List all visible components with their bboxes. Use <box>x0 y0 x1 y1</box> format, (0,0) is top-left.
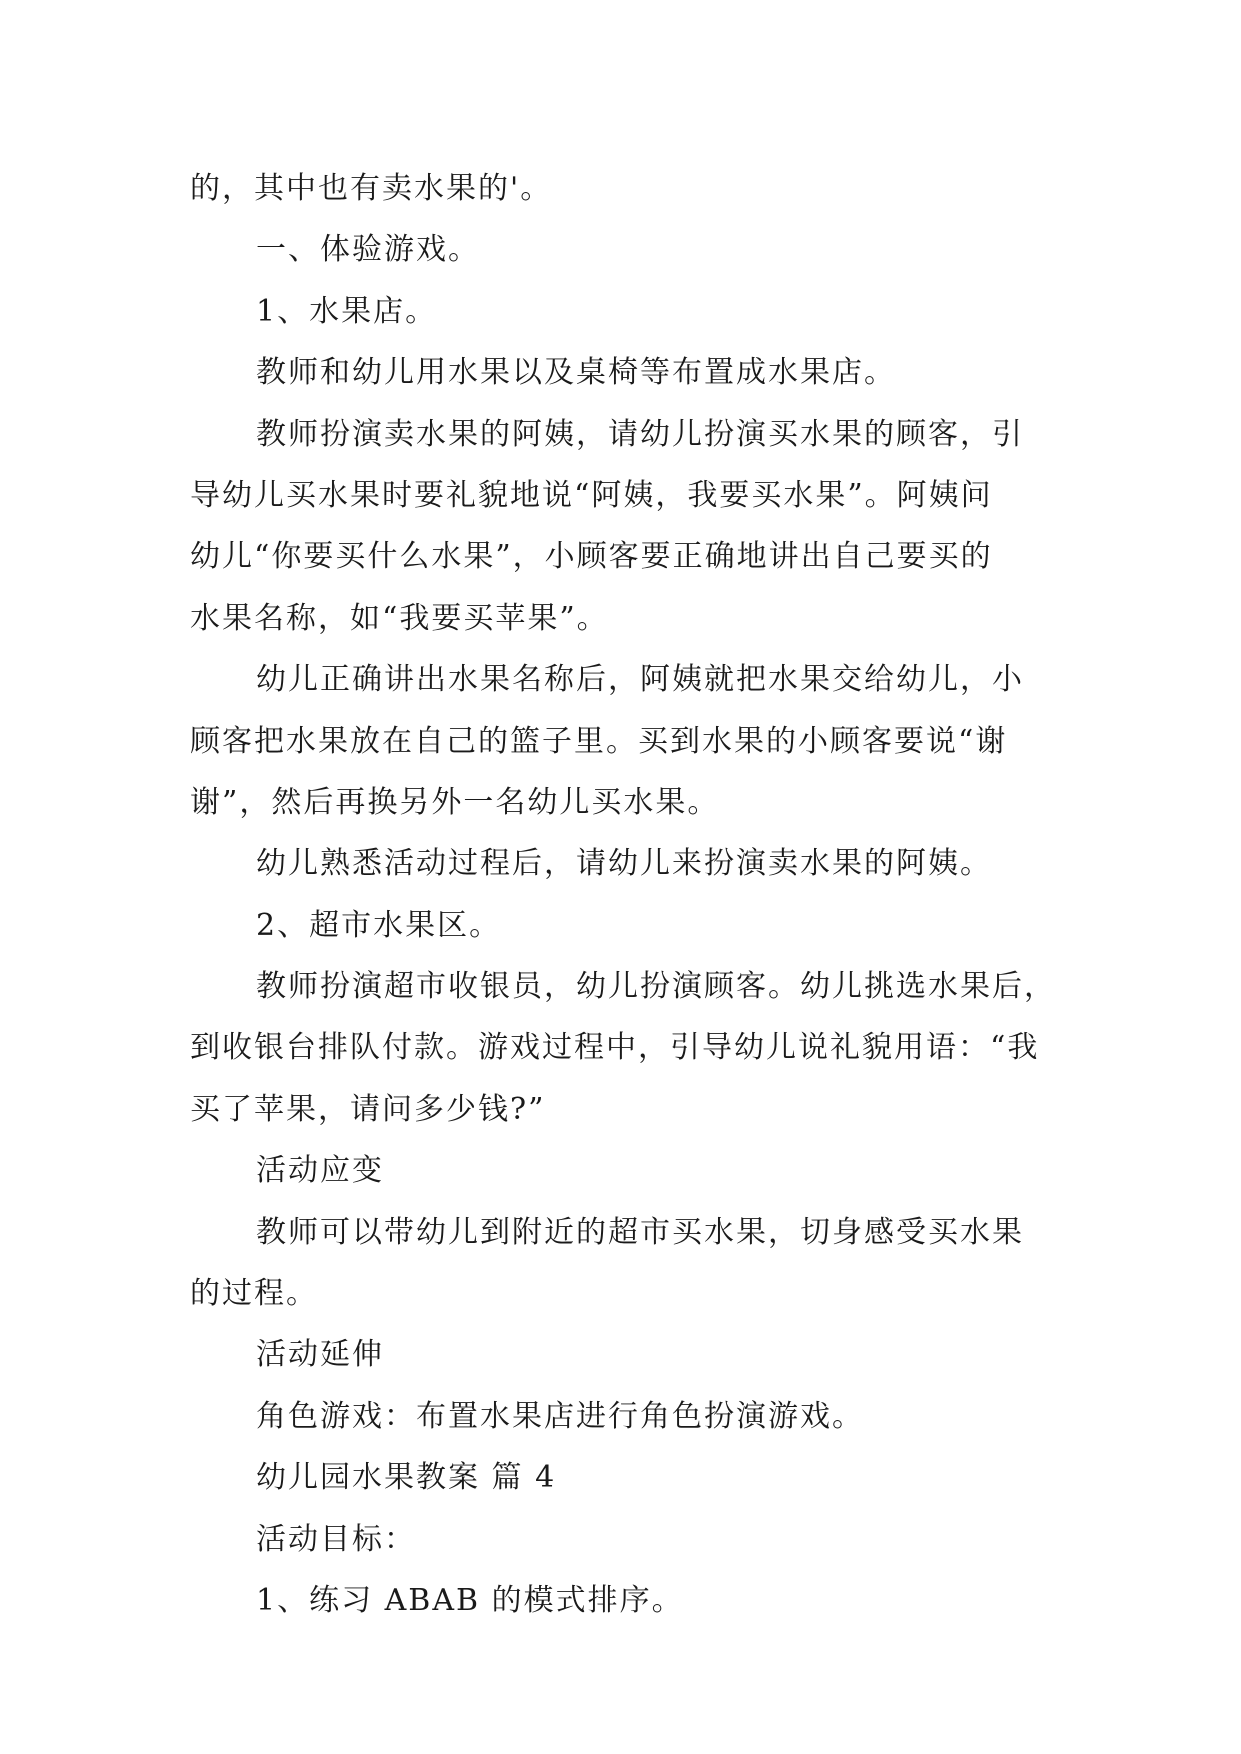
text-line: 的过程。 <box>190 1276 318 1312</box>
text-line: 幼儿正确讲出水果名称后，阿姨就把水果交给幼儿，小 <box>256 662 1024 698</box>
text-line: 的，其中也有卖水果的'。 <box>190 171 553 206</box>
text-line: 1、练习 ABAB 的模式排序。 <box>256 1582 684 1618</box>
text-line: 1、水果店。 <box>256 293 438 329</box>
text-line: 到收银台排队付款。游戏过程中，引导幼儿说礼貌用语：“我 <box>190 1030 1040 1066</box>
text-line: 一、体验游戏。 <box>256 232 480 268</box>
text-line: 教师扮演超市收银员，幼儿扮演顾客。幼儿挑选水果后， <box>256 969 1056 1005</box>
text-line: 2、超市水果区。 <box>256 907 502 943</box>
text-line: 幼儿“你要买什么水果”，小顾客要正确地讲出自己要买的 <box>190 539 993 575</box>
section-heading: 幼儿园水果教案 篇 4 <box>256 1460 557 1496</box>
text-line: 水果名称，如“我要买苹果”。 <box>190 600 609 636</box>
text-line: 角色游戏：布置水果店进行角色扮演游戏。 <box>256 1398 864 1434</box>
section-heading: 活动应变 <box>256 1153 384 1189</box>
text-line: 教师扮演卖水果的阿姨，请幼儿扮演买水果的顾客，引 <box>256 416 1024 452</box>
text-line: 谢”，然后再换另外一名幼儿买水果。 <box>190 784 720 820</box>
text-line: 顾客把水果放在自己的篮子里。买到水果的小顾客要说“谢 <box>190 723 1008 759</box>
section-heading: 活动目标： <box>256 1521 416 1557</box>
text-line: 导幼儿买水果时要礼貌地说“阿姨，我要买水果”。阿姨问 <box>190 477 993 513</box>
text-line: 教师和幼儿用水果以及桌椅等布置成水果店。 <box>256 355 896 391</box>
text-line: 买了苹果，请问多少钱?” <box>190 1091 546 1127</box>
text-line: 幼儿熟悉活动过程后，请幼儿来扮演卖水果的阿姨。 <box>256 846 992 882</box>
document-body <box>190 158 1060 1631</box>
text-line: 教师可以带幼儿到附近的超市买水果，切身感受买水果 <box>256 1214 1024 1250</box>
section-heading: 活动延伸 <box>256 1337 384 1373</box>
